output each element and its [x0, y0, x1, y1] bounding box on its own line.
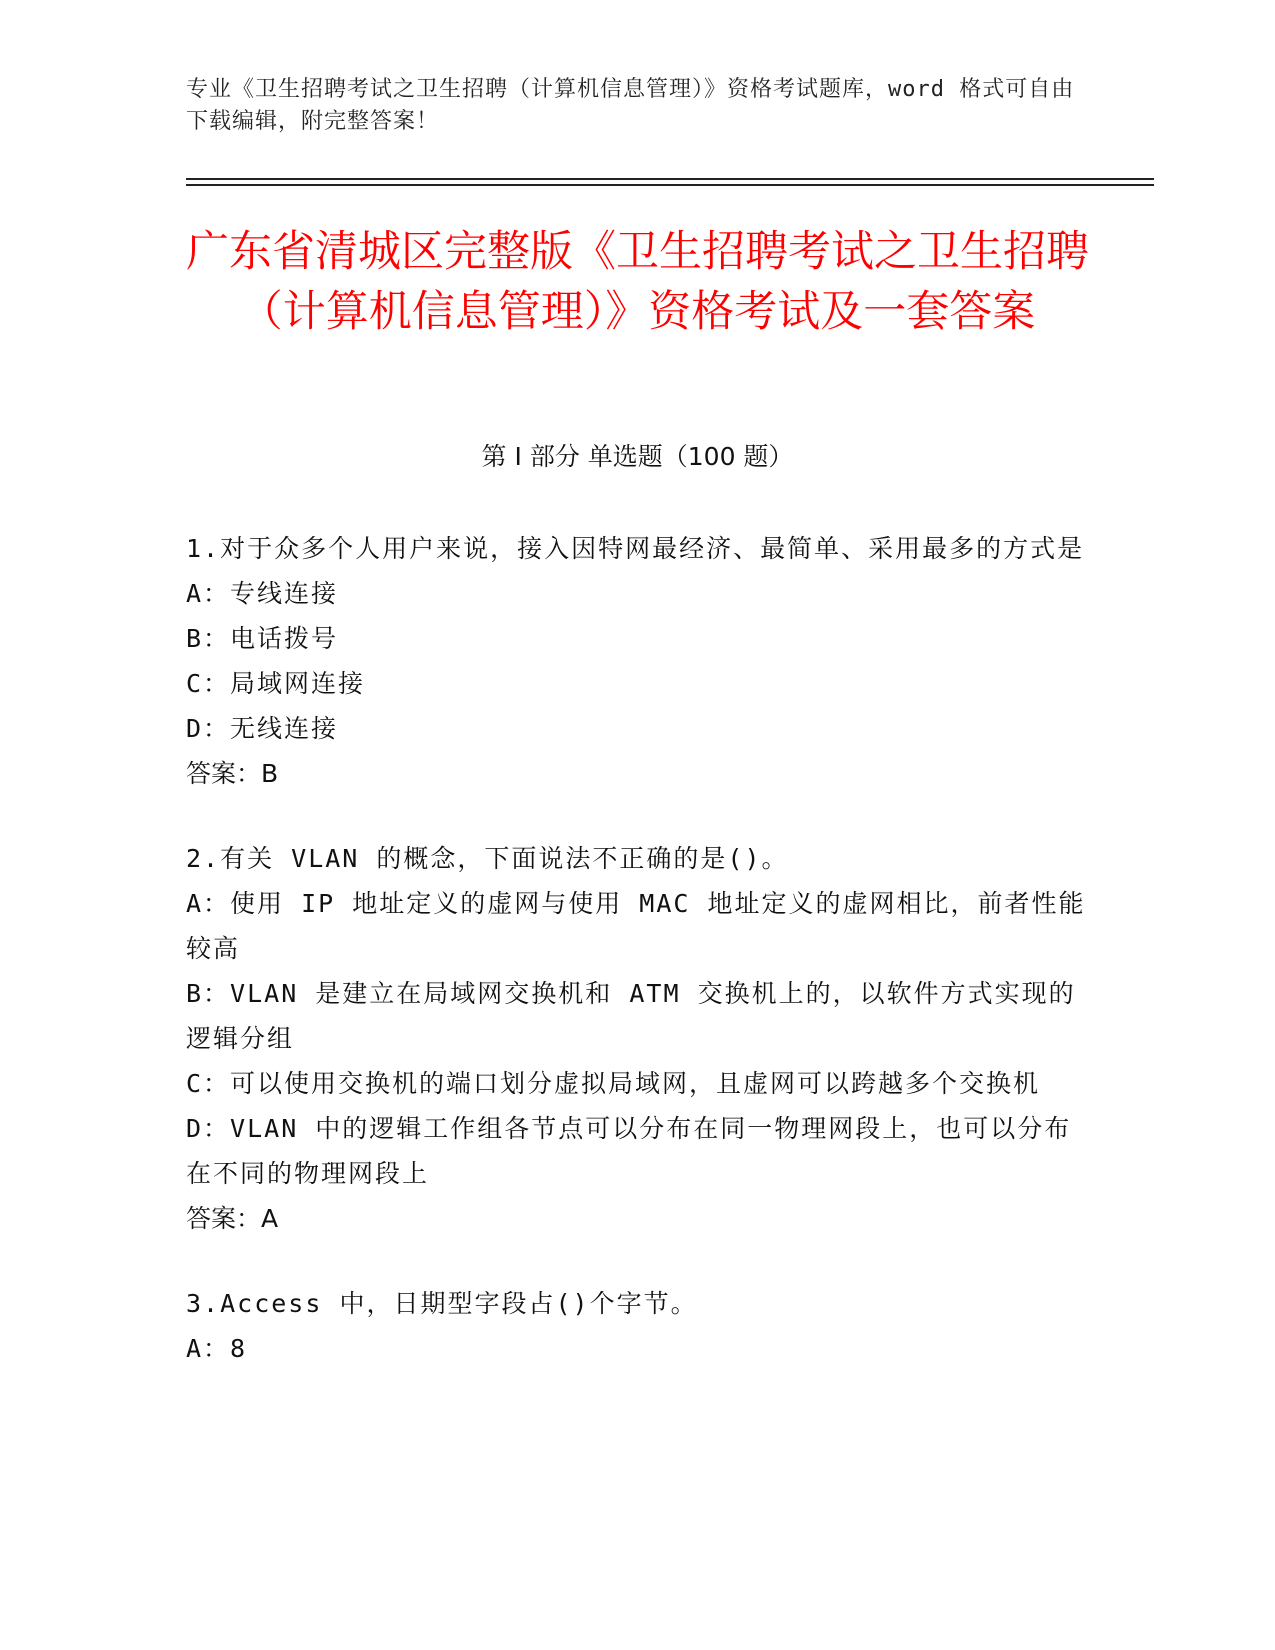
- answer-line: 答案：B: [186, 759, 279, 788]
- question-stem: 2.有关 VLAN 的概念，下面说法不正确的是()。: [186, 844, 789, 873]
- option-c: C：局域网连接: [186, 669, 366, 698]
- option-a: A：使用 IP 地址定义的虚网与使用 MAC 地址定义的虚网相比，前者性能较高: [186, 889, 1086, 963]
- option-d: D：VLAN 中的逻辑工作组各节点可以分布在同一物理网段上，也可以分布在不同的物理网段上: [186, 1114, 1072, 1188]
- option-d: D：无线连接: [186, 714, 339, 743]
- option-b: B：VLAN 是建立在局域网交换机和 ATM 交换机上的，以软件方式实现的逻辑分组: [186, 979, 1076, 1053]
- answer-line: 答案：A: [186, 1204, 279, 1233]
- section-title: 第 I 部分 单选题（100 题）: [481, 442, 794, 471]
- question-stem: 3.Access 中，日期型字段占()个字节。: [186, 1289, 698, 1318]
- option-b: B：电话拨号: [186, 624, 339, 653]
- question-1: [186, 526, 1086, 796]
- document-title: 广东省清城区完整版《卫生招聘考试之卫生招聘（计算机信息管理）》资格考试及一套答案: [186, 227, 1089, 337]
- option-a: A：8: [186, 1334, 248, 1363]
- header-note: 专业《卫生招聘考试之卫生招聘（计算机信息管理）》资格考试题库，word 格式可自由下载编辑，附完整答案！: [186, 77, 1075, 134]
- question-list: [186, 526, 1086, 1411]
- question-stem: 1.对于众多个人用户来说，接入因特网最经济、最简单、采用最多的方式是: [186, 534, 1085, 563]
- option-c: C：可以使用交换机的端口划分虚拟局域网，且虚网可以跨越多个交换机: [186, 1069, 1041, 1098]
- question-2: [186, 836, 1086, 1241]
- option-a: A：专线连接: [186, 579, 339, 608]
- header-divider: [186, 178, 1154, 180]
- header-divider-second: [186, 184, 1154, 186]
- question-3: [186, 1281, 1086, 1371]
